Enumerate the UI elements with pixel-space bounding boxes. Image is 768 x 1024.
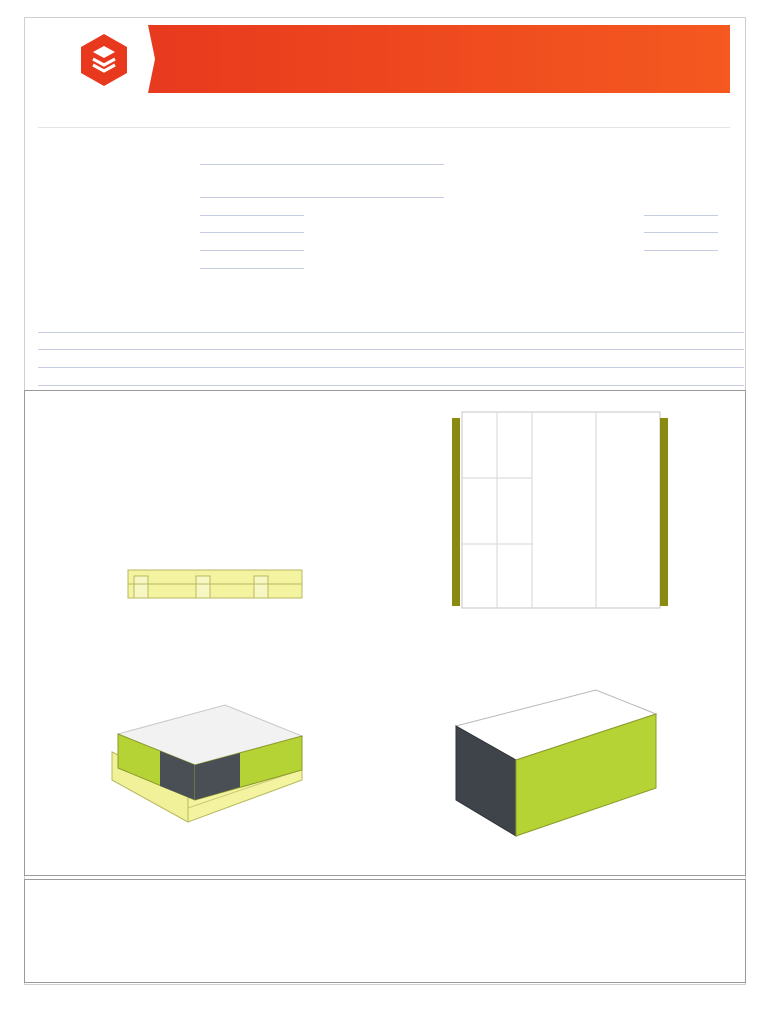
header-banner [142, 25, 730, 93]
pallet-side-view [110, 402, 320, 602]
pallet-layer-iso-view [108, 700, 308, 828]
underline [200, 197, 444, 198]
row-divider [38, 332, 744, 333]
underline [644, 232, 718, 233]
underline [644, 215, 718, 216]
cape-pack-logo-icon [78, 32, 130, 88]
row-divider [38, 367, 744, 368]
underline [200, 232, 304, 233]
divider [38, 127, 730, 128]
notes-panel [24, 879, 746, 983]
underline [644, 250, 718, 251]
underline [200, 215, 304, 216]
underline [200, 164, 444, 165]
row-divider [38, 385, 744, 386]
underline [200, 268, 304, 269]
banner-edge [142, 25, 156, 93]
case-iso-view [450, 688, 660, 838]
row-divider [38, 349, 744, 350]
pallet-top-view [448, 410, 673, 610]
underline [200, 250, 304, 251]
